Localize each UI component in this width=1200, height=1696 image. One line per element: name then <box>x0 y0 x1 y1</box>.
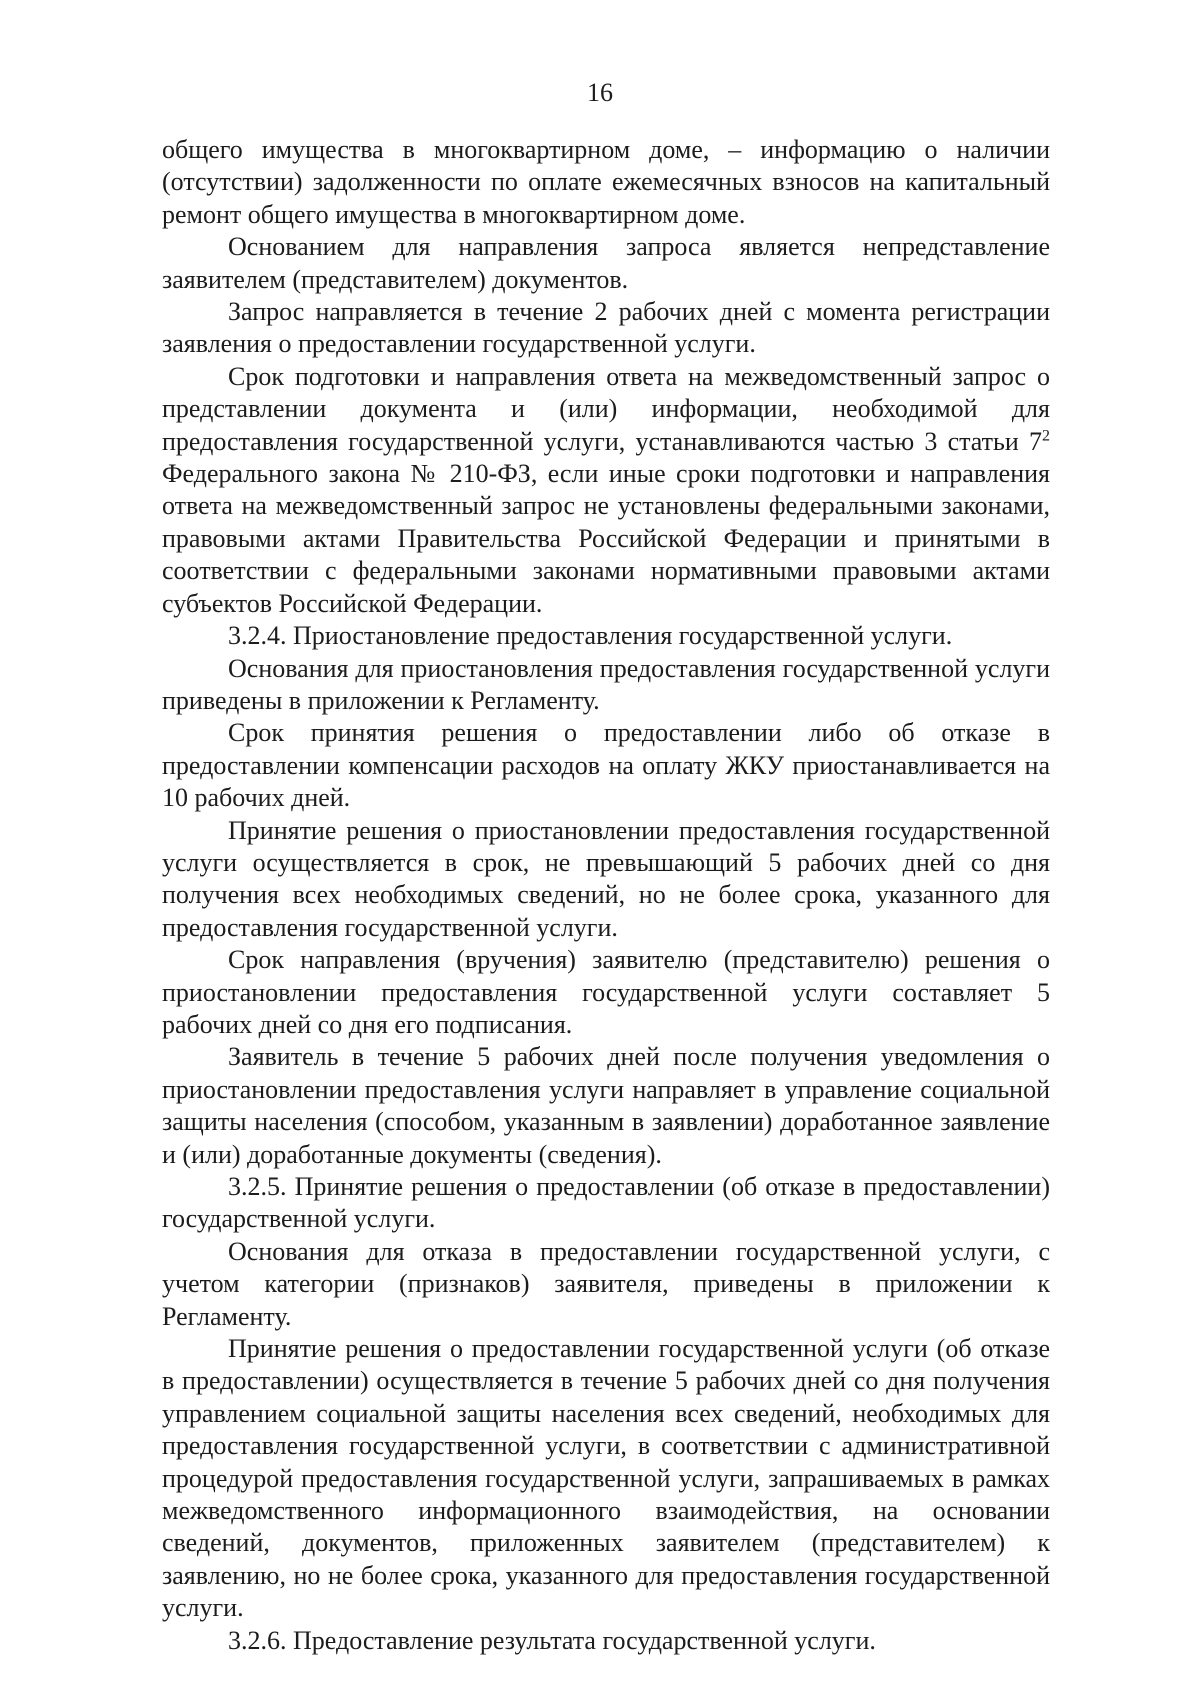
section-heading-3-2-4: 3.2.4. Приостановление предоставления государственной услуги. <box>228 621 953 651</box>
page-number: 16 <box>587 78 613 107</box>
document-body <box>162 134 1050 1657</box>
paragraph-response-text-before: Срок подготовки и направления ответа на межведомственный запрос о представлении документа и (или) информации, необходимой для предоставления государственной услуги, устанавливаются частью 3 статьи 7 <box>162 361 1050 456</box>
section-heading-3-2-5: 3.2.5. Принятие решения о предоставлении (об отказе в предоставлении) государственной услуги. <box>162 1172 1050 1234</box>
paragraph-applicant-resubmission: Заявитель в течение 5 рабочих дней после получения уведомления о приостановлении предоставления услуги направляет в управление социальной защиты населения (способом, указанным в заявлении) доработанное заявление и (или) доработанные документы (сведения). <box>162 1042 1050 1169</box>
superscript-article: 2 <box>1042 427 1050 444</box>
paragraph-request-basis: Основанием для направления запроса является непредставление заявителем (представителем) документов. <box>162 232 1050 294</box>
section-heading-3-2-6: 3.2.6. Предоставление результата государственной услуги. <box>228 1625 876 1655</box>
paragraph-response-deadline <box>162 361 1050 620</box>
paragraph-continuation: общего имущества в многоквартирном доме, – информацию о наличии (отсутствии) задолженности по оплате ежемесячных взносов на капитальный ремонт общего имущества в многоквартирном доме. <box>162 135 1050 229</box>
paragraph-suspension-delivery: Срок направления (вручения) заявителю (представителю) решения о приостановлении предоставления государственной услуги составляет 5 рабочих дней со дня его подписания. <box>162 945 1050 1039</box>
paragraph-suspension-term: Срок принятия решения о предоставлении либо об отказе в предоставлении компенсации расходов на оплату ЖКУ приостанавливается на 10 рабочих дней. <box>162 718 1050 813</box>
paragraph-suspension-grounds: Основания для приостановления предоставления государственной услуги приведены в приложении к Регламенту. <box>162 653 1050 715</box>
paragraph-response-text-after: Федерального закона № 210-ФЗ, если иные сроки подготовки и направления ответа на межведомственный запрос не установлены федеральными законами, правовыми актами Правительства Российской Федерации и принятыми в соответствии с федеральными законами нормативными правовыми актами субъектов Российской Федерации. <box>162 459 1050 618</box>
paragraph-refusal-grounds: Основания для отказа в предоставлении государственной услуги, с учетом категории (признаков) заявителя, приведены в приложении к Регламенту. <box>162 1236 1050 1331</box>
paragraph-decision-term: Принятие решения о предоставлении государственной услуги (об отказе в предоставлении) осуществляется в течение 5 рабочих дней со дня получения управлением социальной защиты населения всех сведений, необходимых для предоставления государственной услуги, в соответствии с административной процедурой предоставления государственной услуги, запрашиваемых в рамках межведомственного информационного взаимодействия, на основании сведений, документов, приложенных заявителем (представителем) к заявлению, но не более срока, указанного для предоставления государственной услуги. <box>162 1334 1050 1623</box>
paragraph-request-timing: Запрос направляется в течение 2 рабочих дней с момента регистрации заявления о предоставлении государственной услуги. <box>162 297 1050 359</box>
paragraph-suspension-decision: Принятие решения о приостановлении предоставления государственной услуги осуществляется в срок, не превышающий 5 рабочих дней со дня получения всех необходимых сведений, но не более срока, указанного для предоставления государственной услуги. <box>162 815 1050 942</box>
